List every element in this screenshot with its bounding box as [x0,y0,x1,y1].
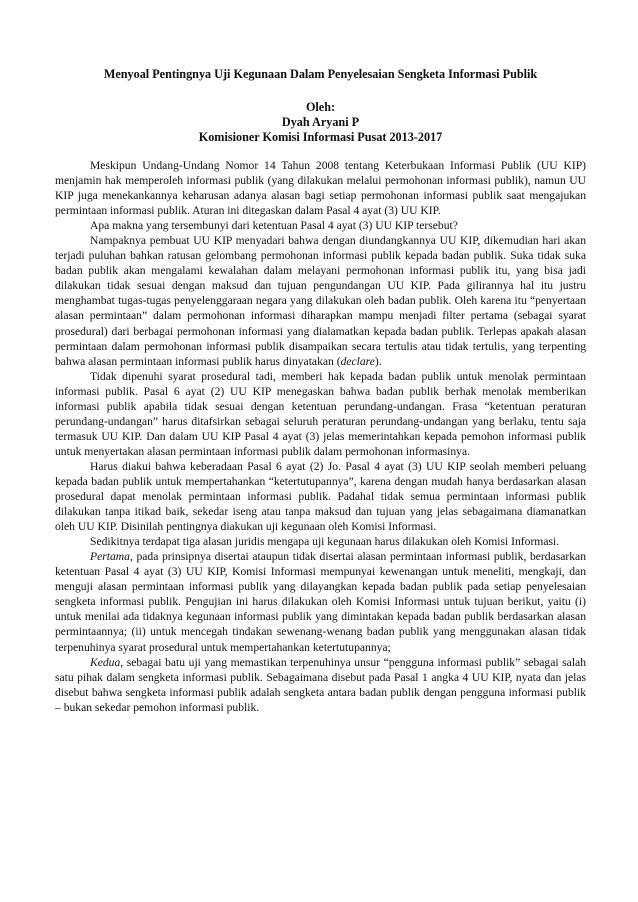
paragraph-8 [55,655,586,715]
author-role: Komisioner Komisi Informasi Pusat 2013-2017 [198,130,443,144]
author-block [55,100,586,145]
author-by-label: Oleh: [305,100,336,114]
paragraph-text: Tidak dipenuhi syarat prosedural tadi, memberi hak kepada badan publik untuk menolak permintaan informasi publik. Pasal 6 ayat (2) UU KIP menegaskan bahwa badan publik berhak menolak memberikan informasi publik apabila tidak sesuai dengan ketentuan perundang-undangan. Frasa “ketentuan peraturan perundang-undangan” harus ditafsirkan sebagai seluruh peraturan perundang-undangan yang berlaku, tentu saja termasuk UU KIP. Dan dalam UU KIP Pasal 4 ayat (3) jelas memerintahkan kepada pemohon informasi publik untuk menyertakan alasan permintaan informasi publik dalam permohonan informasinya. [55,369,586,458]
paragraph-suffix: ). [374,354,382,368]
paragraph-4 [55,369,586,459]
paragraph-2 [55,218,586,233]
paragraph-text: Apa makna yang tersembunyi dari ketentuan Pasal 4 ayat (3) UU KIP tersebut? [90,219,458,233]
paragraph-7 [55,549,586,654]
paragraph-1 [55,158,586,218]
document-body [55,158,586,715]
italic-term-declare: declare [340,354,375,368]
paragraph-text: Meskipun Undang-Undang Nomor 14 Tahun 2008 tentang Keterbukaan Informasi Publik (UU KIP) menjamin hak memperoleh informasi publik (yang dilakukan melalui permohonan informasi publik), namun UU KIP juga menekankannya keharusan adanya alasan bagi setiap permohonan informasi publik saat mengajukan permintaan informasi publik. Aturan ini ditegaskan dalam Pasal 4 ayat (3) UU KIP. [55,159,586,218]
paragraph-3 [55,233,586,368]
paragraph-5 [55,459,586,534]
lead-word-kedua: Kedua, [90,655,124,669]
paragraph-text: Nampaknya pembuat UU KIP menyadari bahwa dengan diundangkannya UU KIP, dikemudian hari akan terjadi puluhan bahkan ratusan gelombang permohonan informasi publik kepada badan publik. Suka tidak suka badan publik akan mengalami kewalahan dalam melayani permohonan informasi publik itu, yang bisa jadi dilakukan tidak sesuai dengan maksud dan tujuan pengundangan UU KIP. Pada gilirannya hal itu justru menghambat tugas-tugas penyelenggaraan negara yang dilakukan oleh badan publik. Oleh karena itu “penyertaan alasan permintaan” dalam permohonan informasi diharapkan mampu menjadi filter pertama (sebagai syarat prosedural) dari berbagai permohonan informasi yang dialamatkan kepada badan publik. Terlepas apakah alasan permintaan dalam permohonan informasi publik disampaikan secara tertulis atau tidak tertulis, yang terpenting bahwa alasan permintaan informasi publik harus dinyatakan ( [55,234,586,368]
lead-word-pertama: Pertama [90,550,130,564]
document-title: Menyoal Pentingnya Uji Kegunaan Dalam Penyelesaian Sengketa Informasi Publik [103,67,538,81]
paragraph-text: , pada prinsipnya disertai ataupun tidak disertai alasan permintaan informasi publik, berdasarkan ketentuan Pasal 4 ayat (3) UU KIP, Komisi Informasi mempunyai kewenangan untuk meneliti, mengkaji, dan menguji alasan permintaan informasi publik yang dilayangkan kepada badan publik pada setiap penyelesaian sengketa informasi publik. Pengujian ini harus dilakukan oleh Komisi Informasi untuk tujuan berikut, yaitu (i) untuk menilai ada tidaknya kegunaan informasi publik yang dimintakan kepada badan publik berdasarkan alasan permintaannya; (ii) untuk mencegah tindakan sewenang-wenang badan publik yang menggunakan alasan tidak terpenuhinya syarat prosedural untuk mempertahankan ketertutupannya; [55,550,586,654]
paragraph-6 [55,534,586,549]
paragraph-text: Sedikitnya terdapat tiga alasan juridis mengapa uji kegunaan harus dilakukan oleh Komisi Informasi. [90,535,560,549]
paragraph-text: Harus diakui bahwa keberadaan Pasal 6 ayat (2) Jo. Pasal 4 ayat (3) UU KIP seolah memberi peluang kepada badan publik untuk mempertahankan “ketertutupannya”, karena dengan mudah hanya berdasarkan alasan prosedural dapat menolak permintaan informasi publik. Padahal tidak semua permintaan informasi publik dilakukan tanpa itikad baik, sekedar iseng atau tanpa maksud dan tujuan yang jelas sebagaimana diamanatkan oleh UU KIP. Disinilah pentingnya diakukan uji kegunaan oleh Komisi Informasi. [55,459,586,534]
paragraph-text: sebagai batu uji yang memastikan terpenuhinya unsur “pengguna informasi publik” sebagai salah satu pihak dalam sengketa informasi publik. Sebagaimana disebut pada Pasal 1 angka 4 UU KIP, nyata dan jelas disebut bahwa sengketa informasi publik adalah sengketa antara badan publik dengan pengguna informasi publik – bukan sekedar pemohon informasi publik. [55,655,586,714]
author-name: Dyah Aryani P [281,115,360,129]
